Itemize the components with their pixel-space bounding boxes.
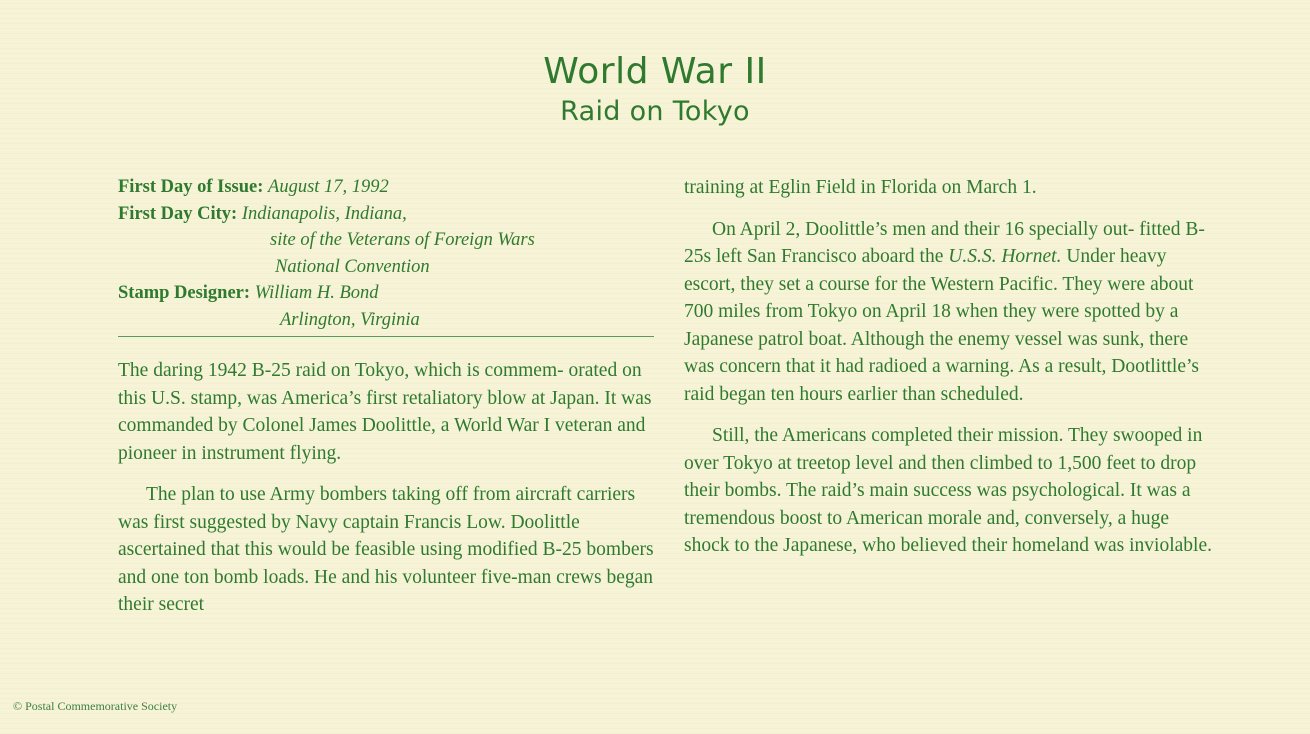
copyright-notice: © Postal Commemorative Society — [13, 699, 178, 713]
stamp-designer-line — [118, 280, 656, 307]
page-title: World War II — [543, 51, 767, 92]
first-day-city-line-2 — [118, 227, 656, 254]
first-day-city-line — [118, 201, 656, 228]
page-subtitle: Raid on Tokyo — [560, 96, 750, 127]
first-day-of-issue-line — [118, 174, 656, 201]
issue-info — [118, 174, 656, 333]
first-day-city-value: Indianapolis, Indiana, — [241, 203, 407, 224]
body-paragraph-3 — [684, 216, 1219, 409]
body-paragraph-3-start: On April 2, Doolittle’s men and their 16 specially out- fitted B-25s left San Francisco aboard the — [684, 218, 1205, 267]
stamp-designer-line-2 — [118, 307, 656, 334]
right-column — [684, 174, 1219, 560]
left-column — [118, 174, 656, 619]
first-day-of-issue-value: August 17, 1992 — [268, 177, 389, 197]
title-block — [0, 48, 1310, 128]
body-paragraph-1: The daring 1942 B-25 raid on Tokyo, which is commem- orated on this U.S. stamp, was America’s first retaliatory blow at Japan. It was commanded by Colonel James Doolittle, a World War I veteran and pioneer in instrument flying. — [118, 360, 652, 464]
first-day-of-issue-label: First Day of Issue: — [118, 177, 264, 197]
stamp-designer-label: Stamp Designer: — [118, 283, 251, 303]
first-day-city-site: site of the Veterans of Foreign Wars — [270, 230, 535, 250]
first-day-city-convention: National Convention — [275, 256, 430, 277]
body-paragraph-2-continued: training at Eglin Field in Florida on March 1. — [684, 177, 1037, 198]
first-day-city-line-3 — [118, 254, 656, 281]
body-paragraph-2: The plan to use Army bombers taking off from aircraft carriers was first suggested by Navy captain Francis Low. Doolittle ascertained that this would be feasible using modified B-25 bombers and one ton bomb loads. He and his volunteer five-man crews began their secret — [118, 484, 654, 615]
stamp-designer-location: Arlington, Virginia — [280, 309, 420, 330]
first-day-city-label: First Day City: — [118, 203, 238, 224]
body-paragraph-3-rest: Under heavy escort, they set a course for the Western Pacific. They were about 700 miles from Tokyo on April 18 when they were spotted by a Japanese patrol boat. Although the enemy vessel was sunk, there was concern that it had radioed a warning. As a result, Dootlittle’s raid began ten hours earlier than scheduled. — [684, 246, 1199, 405]
stamp-designer-value: William H. Bond — [254, 283, 379, 303]
ship-name: U.S.S. Hornet. — [948, 246, 1062, 267]
divider-rule — [118, 336, 654, 337]
body-paragraph-4: Still, the Americans completed their mission. They swooped in over Tokyo at treetop level and then climbed to 1,500 feet to drop their bombs. The raid’s main success was psychological. It was a tremendous boost to American morale and, conversely, a huge shock to the Japanese, who believed their homeland was inviolable. — [684, 425, 1212, 556]
